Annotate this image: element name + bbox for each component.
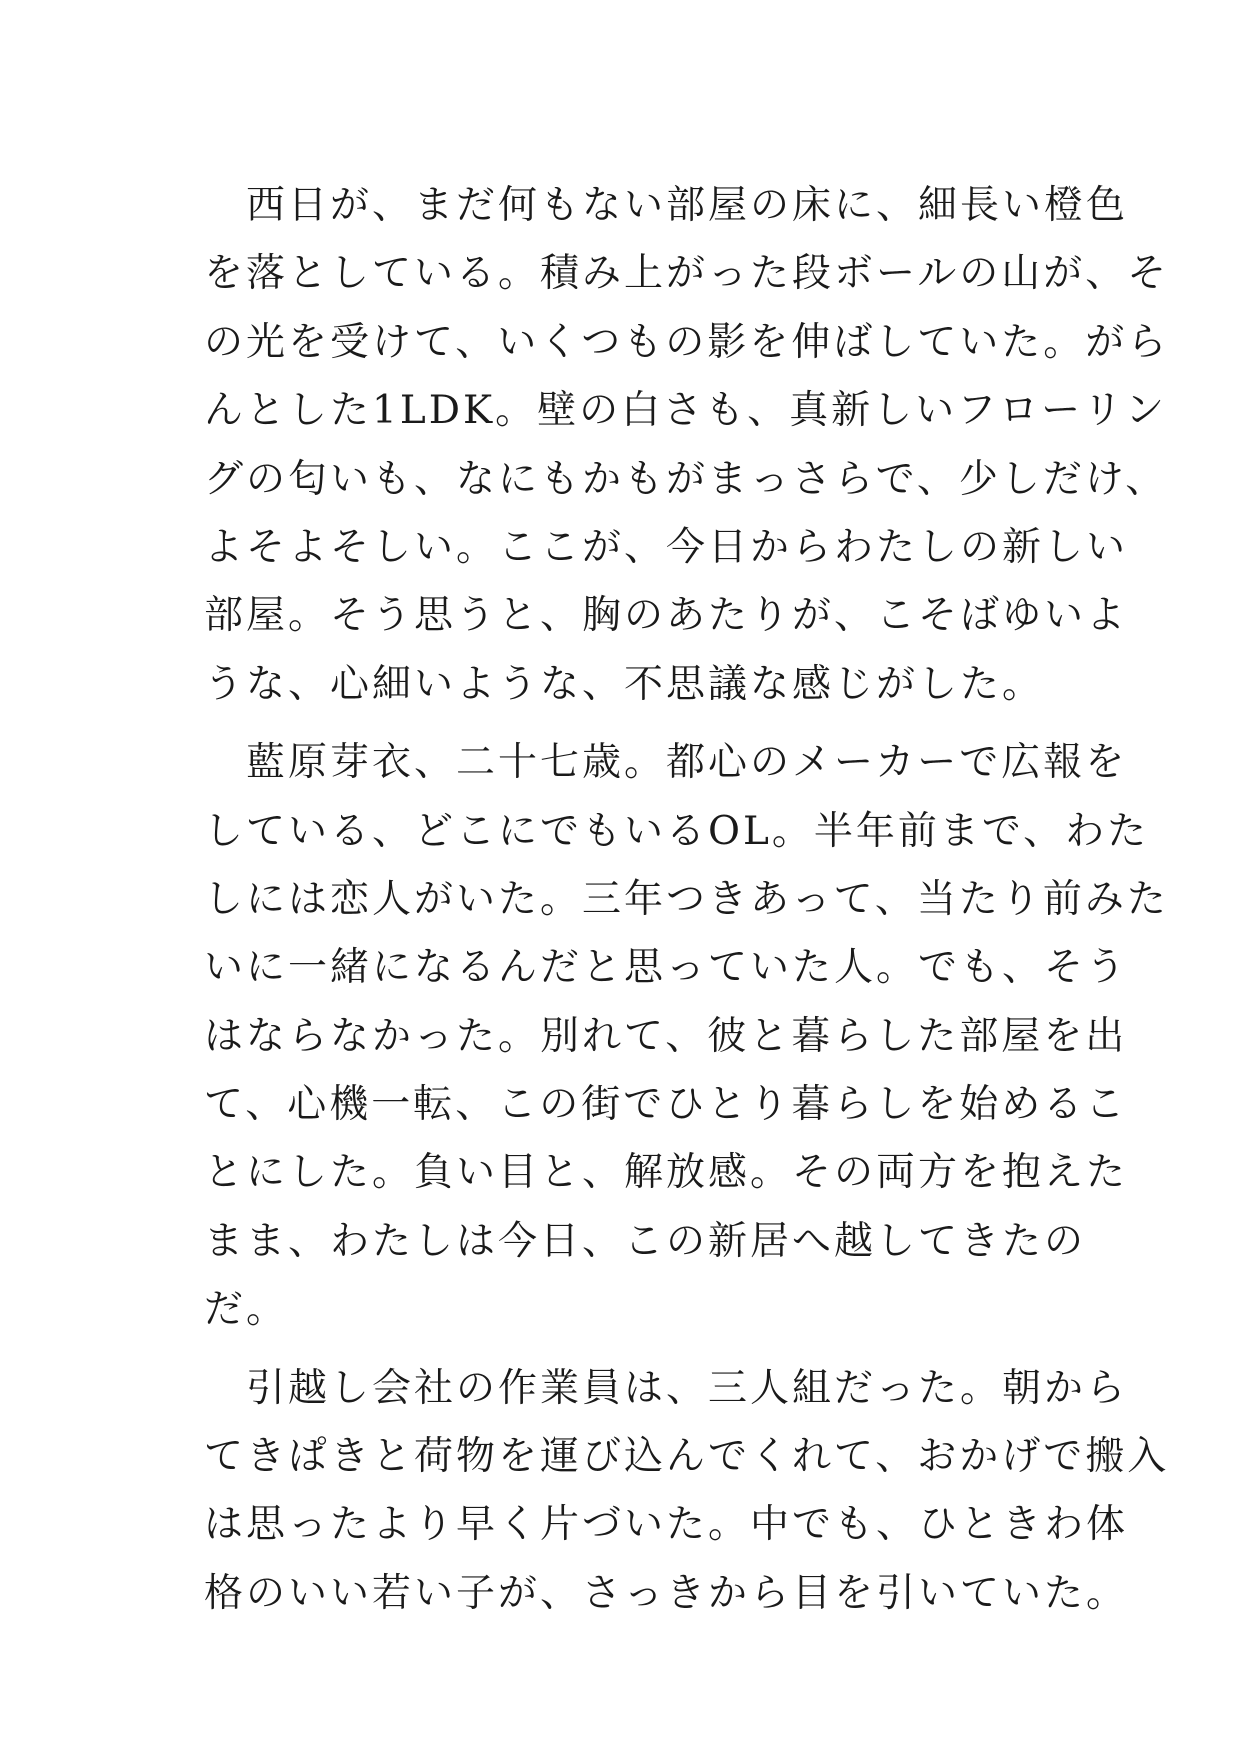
text-line: いに一緒になるんだと思っていた人。でも、そう <box>204 945 1129 991</box>
text-line: んとした1LDK。壁の白さも、真新しいフローリン <box>204 388 1168 434</box>
text-line: 格のいい若い子が、さっきから目を引いていた。 <box>204 1570 1129 1616</box>
text-line: て、心機一転、この街でひとり暮らしを始めるこ <box>204 1082 1128 1128</box>
text-line: うな、心細いような、不思議な感じがした。 <box>204 661 1045 707</box>
text-line: の光を受けて、いくつもの影を伸ばしていた。がら <box>204 319 1170 365</box>
text-line: 藍原芽衣、二十七歳。都心のメーカーで広報を <box>204 740 1128 786</box>
paragraph-3 <box>204 1355 1170 1629</box>
paragraph-2 <box>204 729 1169 1345</box>
text-line: を落としている。積み上がった段ボールの山が、そ <box>204 251 1170 297</box>
text-line: はならなかった。別れて、彼と暮らした部屋を出 <box>204 1013 1128 1059</box>
text-line: よそよそしい。ここが、今日からわたしの新しい <box>204 524 1129 570</box>
text-line: 西日が、まだ何もない部屋の床に、細長い橙色 <box>204 183 1129 228</box>
text-line: グの匂いも、なにもかもがまっさらで、少しだけ、 <box>204 456 1168 502</box>
text-line: は思ったより早く片づいた。中でも、ひときわ体 <box>204 1502 1129 1548</box>
text-line: だ。 <box>204 1287 289 1333</box>
text-line: している、どこにでもいるOL。半年前まで、わた <box>204 808 1150 854</box>
body-text <box>204 172 1170 1628</box>
text-line: 引越し会社の作業員は、三人組だった。朝から <box>204 1365 1129 1411</box>
text-line: 部屋。そう思うと、胸のあたりが、こそばゆいよ <box>204 593 1129 639</box>
text-line: しには恋人がいた。三年つきあって、当たり前みた <box>204 876 1169 922</box>
text-line: まま、わたしは今日、この新居へ越してきたの <box>204 1218 1087 1264</box>
text-line: てきぱきと荷物を運び込んでくれて、おかげで搬入 <box>204 1434 1170 1480</box>
paragraph-1 <box>204 172 1170 719</box>
text-line: とにした。負い目と、解放感。その両方を抱えた <box>204 1150 1129 1196</box>
